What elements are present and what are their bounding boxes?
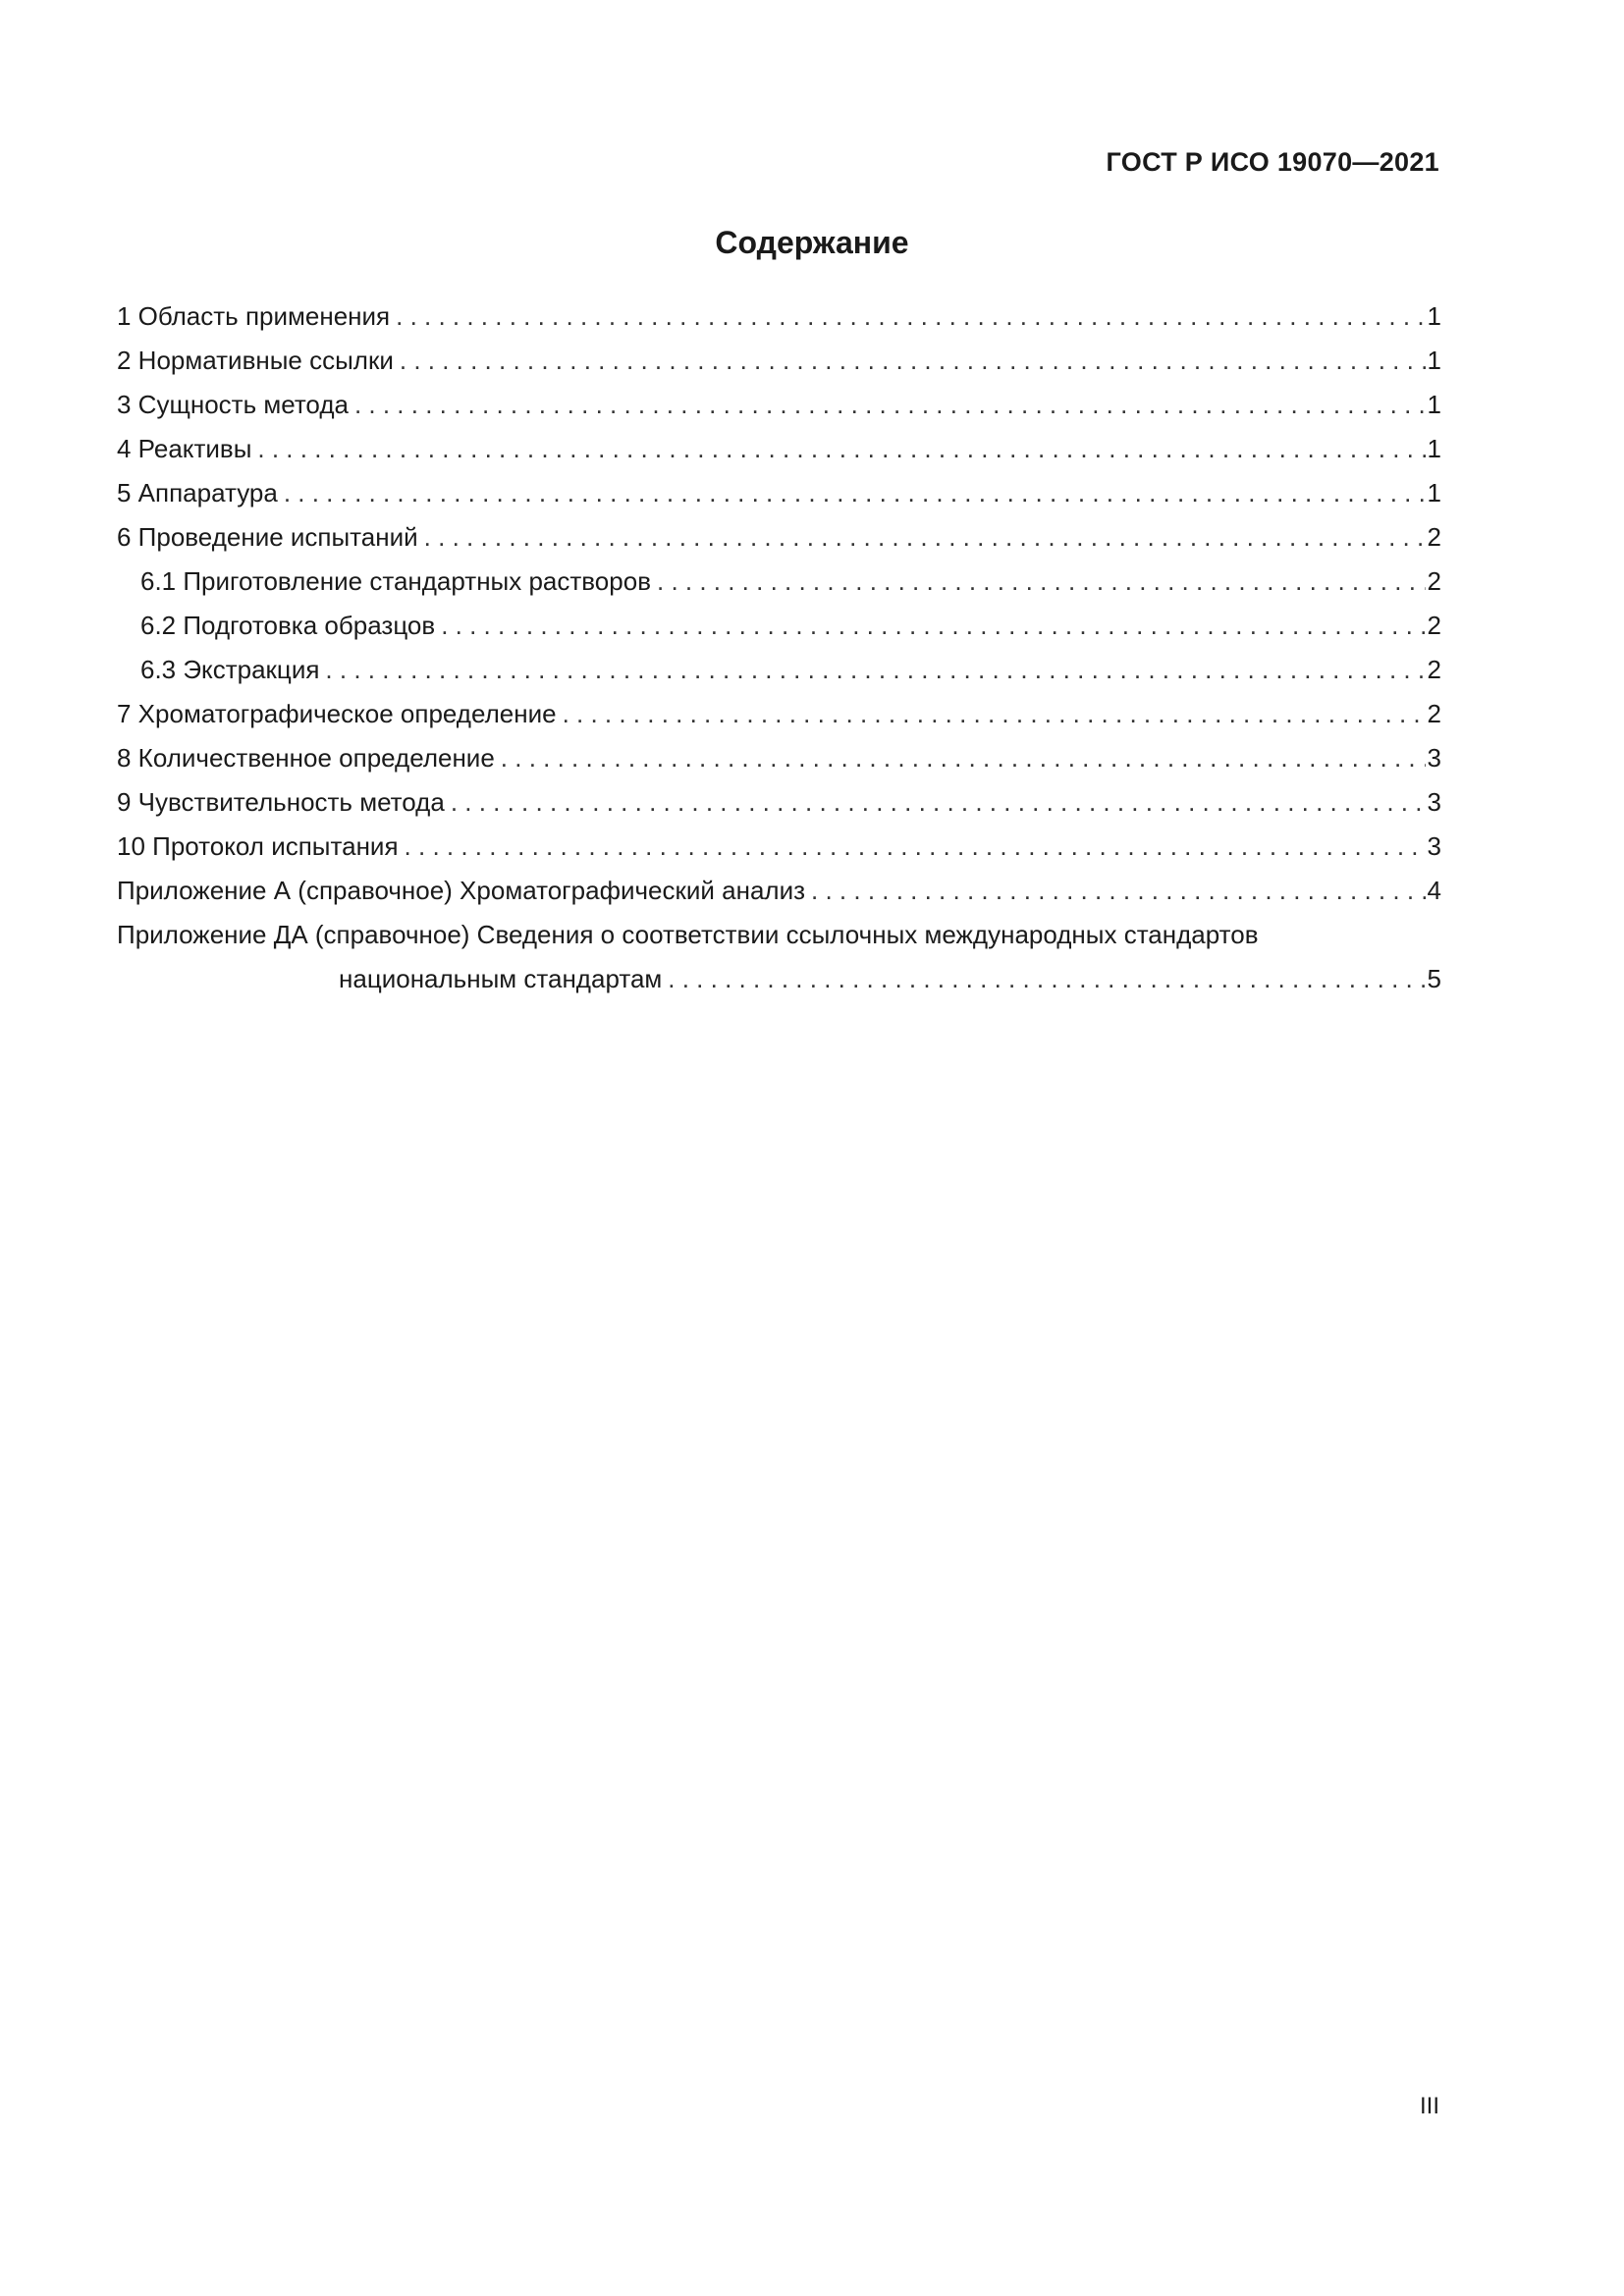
toc-entry-page: 2: [1427, 655, 1441, 684]
toc-entry-normative-references[interactable]: [117, 339, 1441, 383]
toc-entry-page: 3: [1427, 743, 1441, 773]
toc-entry-method-principle[interactable]: [117, 383, 1441, 427]
toc-leader-dots: [257, 427, 1425, 471]
toc-entry-page: 2: [1427, 611, 1441, 640]
toc-entry-scope[interactable]: [117, 294, 1441, 339]
toc-entry-label: 5 Аппаратура: [117, 478, 278, 507]
toc-entry-method-sensitivity[interactable]: [117, 780, 1441, 825]
toc-leader-dots: [668, 957, 1425, 1001]
toc-leader-dots: [354, 383, 1426, 427]
toc-entry-page: 1: [1427, 301, 1441, 331]
toc-title: Содержание: [715, 225, 909, 260]
toc-entry-page: 1: [1427, 390, 1441, 419]
toc-entry-label: 6.2 Подготовка образцов: [140, 611, 436, 640]
toc-entry-reagents[interactable]: [117, 427, 1441, 471]
toc-leader-dots: [441, 604, 1425, 648]
toc-entry-page: 4: [1427, 876, 1441, 905]
toc-entry-page: 1: [1427, 434, 1441, 463]
toc-entry-label: 10 Протокол испытания: [117, 831, 399, 861]
toc-entry-apparatus[interactable]: [117, 471, 1441, 515]
toc-entry-page: 5: [1427, 964, 1441, 993]
toc-entry-label: 3 Сущность метода: [117, 390, 349, 419]
toc-entry-page: 2: [1427, 699, 1441, 728]
toc-leader-dots: [657, 560, 1426, 604]
toc-entry-page: 2: [1427, 566, 1441, 596]
toc-entry-label: Приложение А (справочное) Хроматографический анализ: [117, 876, 806, 905]
toc-entry-page: 1: [1427, 346, 1441, 375]
toc-entry-label: 6.3 Экстракция: [140, 655, 320, 684]
toc-leader-dots: [424, 515, 1426, 560]
toc-entry-label: 2 Нормативные ссылки: [117, 346, 394, 375]
toc-entry-quantitative-determination[interactable]: [117, 736, 1441, 780]
toc-leader-dots: [451, 780, 1426, 825]
toc-leader-dots: [325, 648, 1425, 692]
toc-leader-dots: [811, 869, 1426, 913]
toc-entry-label: национальным стандартам: [339, 964, 663, 993]
toc-entry-test-report[interactable]: [117, 825, 1441, 869]
toc-entry-annex-a[interactable]: [117, 869, 1441, 913]
table-of-contents: [117, 294, 1441, 1001]
toc-entry-testing[interactable]: [117, 515, 1441, 560]
toc-leader-dots: [405, 825, 1426, 869]
toc-leader-dots: [563, 692, 1426, 736]
toc-entry-page: 3: [1427, 787, 1441, 817]
toc-entry-label: 8 Количественное определение: [117, 743, 495, 773]
toc-entry-annex-da-continuation[interactable]: [117, 957, 1441, 1001]
toc-entry-standard-solutions[interactable]: [117, 560, 1441, 604]
toc-entry-page: 2: [1427, 522, 1441, 552]
toc-entry-sample-preparation[interactable]: [117, 604, 1441, 648]
toc-leader-dots: [400, 339, 1426, 383]
toc-entry-label: 1 Область применения: [117, 301, 391, 331]
toc-entry-label: 6.1 Приготовление стандартных растворов: [140, 566, 651, 596]
toc-entry-label: 9 Чувствительность метода: [117, 787, 445, 817]
toc-entry-label: Приложение ДА (справочное) Сведения о соответствии ссылочных международных стандартов: [117, 920, 1259, 949]
toc-entry-page: 1: [1427, 478, 1441, 507]
toc-leader-dots: [396, 294, 1425, 339]
toc-entry-page: 3: [1427, 831, 1441, 861]
document-code: ГОСТ Р ИСО 19070—2021: [1106, 147, 1439, 177]
toc-entry-label: 7 Хроматографическое определение: [117, 699, 557, 728]
toc-entry-label: 6 Проведение испытаний: [117, 522, 418, 552]
toc-leader-dots: [501, 736, 1426, 780]
toc-entry-extraction[interactable]: [117, 648, 1441, 692]
toc-leader-dots: [284, 471, 1426, 515]
toc-entry-label: 4 Реактивы: [117, 434, 252, 463]
page-folio: III: [1419, 2093, 1439, 2119]
toc-entry-chromatographic-determination[interactable]: [117, 692, 1441, 736]
toc-entry-annex-da[interactable]: [117, 913, 1441, 957]
